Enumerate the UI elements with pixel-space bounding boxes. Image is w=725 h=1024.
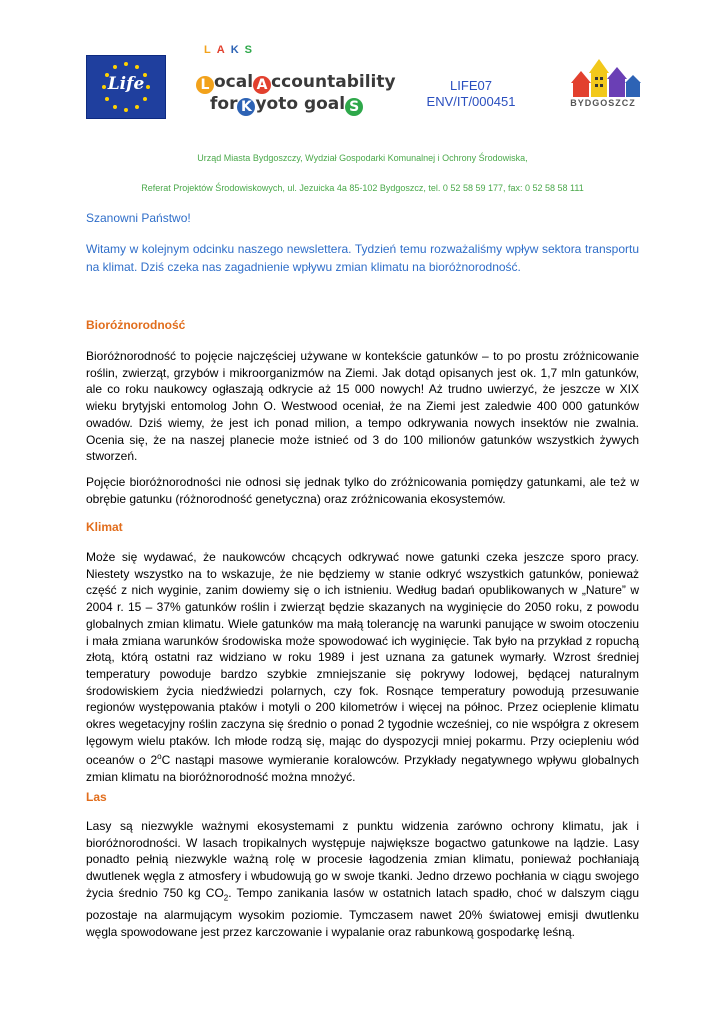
paragraph-bioroznorodnosc-1: Bioróżnorodność to pojęcie najczęściej używane w kontekście gatunków – to po prostu zróżnicowanie roślin, zwierząt, grzybów i mikroorganizmów na Ziemi. Jak dotąd opisanych jest ok. 1,7 mln gatunków, ale co roku naukowcy ogłaszają odkrycie aż 15 000 nowych! Aż trudno uwierzyć, że jeszcze w XIX wieku brytyjski entomolog John O. Westwood oceniał, że na Ziemi jest zaledwie 400 000 gatunków owadów. Dziś wiemy, że jest ich ponad milion, a tempo odkrywania nowych insektów nie zwalnia. Ocenia się, że na naszej planecie może istnieć od 3 do 100 milionów gatunków wszystkich żywych stworzeń. [86,349,639,464]
life-project-code [426,78,516,110]
life-code-line2: ENV/IT/000451 [426,94,516,109]
paragraph-las [86,818,639,940]
greeting: Szanowni Państwo! [86,211,191,225]
laks-letter-l: L [204,44,217,56]
laks-word-local: ocal [214,72,254,92]
degree-superscript: o [157,752,162,762]
eu-logo-text: Life [107,74,145,94]
laks-title-line2 [196,94,396,116]
laks-word-accountability: ccountability [271,72,396,92]
heading-las: Las [86,790,107,804]
badge-s: S [345,98,363,116]
badge-k: K [237,98,255,116]
klimat-text-b: C nastąpi masowe wymieranie koralowców. Przykłady negatywnego wpływu globalnych zmian klimatu na bioróżnorodność można mnożyć. [86,753,639,785]
laks-logo [196,72,396,116]
paragraph-klimat [86,549,639,786]
laks-title-line1 [196,72,396,94]
las-text-b: . Tempo zanikania lasów w ostatnich latach spadło, choć w dalszym ciągu pozostaje na alarmującym wysokim poziomie. Tymczasem nawet 20% światowej emisji dwutlenku węgla spowodowane jest przez karczowanie i wypalanie oraz rabunkową gospodarkę leśną. [86,885,639,939]
badge-l: L [196,76,214,94]
klimat-text-a: Może się wydawać, że naukowców chcących odkrywać nowe gatunki czeka jeszcze sporo pracy. Niestety wszystko na to wskazuje, że nie będziemy w stanie odkryć wszystkich gatunków, ponieważ część z nich wyginie, zanim dowiemy się o ich istnieniu. Według badań opublikowanych w „Nature” w 2004 r. 15 – 37% gatunków roślin i zwierząt będzie skazanych na wyginięcie do 2050 roku, z powodu globalnych zmian klimatu. Wiele gatunków ma małą tolerancję na warunki panujące w swoim otoczeniu i mała zmiana warunków środowiska może spowodować ich wyginięcie. Tak było na przykład z ropuchą złotą, którą ostatni raz widziano w roku 1989 i jest uznana za gatunek wymarły. Wzrost średniej temperatury powoduje bardzo szybkie zmniejszanie się pokrywy lodowej, będącej naturalnym środowiskiem życia niedźwiedzi polarnych, czy fok. Rosnące temperatury powodują przesuwanie regionów występowania ptaków i motyli o 200 kilometrów i więcej na północ. Przez ocieplenie klimatu okres wegetacyjny roślin zaczyna się średnio o ponad 2 tygodnie wcześniej, co nie współgra z okresem lęgowym wielu ptaków. Ich młode rodzą się, mając do dyspozycji mniej pokarmu. Przy ociepleniu wód oceanów o 2 [86,550,639,768]
laks-word-for: for [210,94,238,114]
life-code-line1: LIFE07 [450,78,492,93]
city-name: BYDGOSZCZ [570,98,636,108]
laks-letters [204,44,258,56]
address-line-1: Urząd Miasta Bydgoszczy, Wydział Gospodarki Komunalnej i Ochrony Środowiska, [197,153,528,163]
intro-paragraph: Witamy w kolejnym odcinku naszego newslettera. Tydzień temu rozważaliśmy wpływ sektora transportu na klimat. Dziś czeka nas zagadnienie wpływu zmian klimatu na bioróżnorodność. [86,242,639,274]
heading-bioroznorodnosc: Bioróżnorodność [86,318,186,332]
laks-letter-a: A [216,44,231,56]
laks-letter-k: K [230,44,245,56]
laks-word-kyoto: yoto goal [255,94,346,114]
co2-subscript: 2 [223,893,229,903]
heading-klimat: Klimat [86,520,123,534]
las-text-a: Lasy są niezwykle ważnymi ekosystemami z punktu widzenia zarówno ochrony klimatu, jak i bioróżnorodności. W lasach tropikalnych występuje największe bogactwo gatunkowe na lądzie. Lasy ponadto pełnią niezwykle ważną rolę w procesie łagodzenia zmian klimatu, ponieważ pochłaniają dwutlenek węgla z atmosfery i wbudowują go w swoje tkanki. Jedno drzewo pochłania w ciągu swojego życia średnio 750 kg CO [86,819,639,900]
badge-a: A [253,76,271,94]
laks-letter-s: S [244,44,258,56]
eu-life-logo [86,55,166,119]
paragraph-bioroznorodnosc-2: Pojęcie bioróżnorodności nie odnosi się jednak tylko do zróżnicowania pomiędzy gatunkami, ale też w obrębie gatunku (różnorodność genetyczna) oraz zróżnicowania ekosystemów. [86,475,639,506]
address-line-2: Referat Projektów Środowiskowych, ul. Jezuicka 4a 85-102 Bydgoszcz, tel. 0 52 58 59 177, fax: 0 52 58 58 111 [141,183,584,193]
